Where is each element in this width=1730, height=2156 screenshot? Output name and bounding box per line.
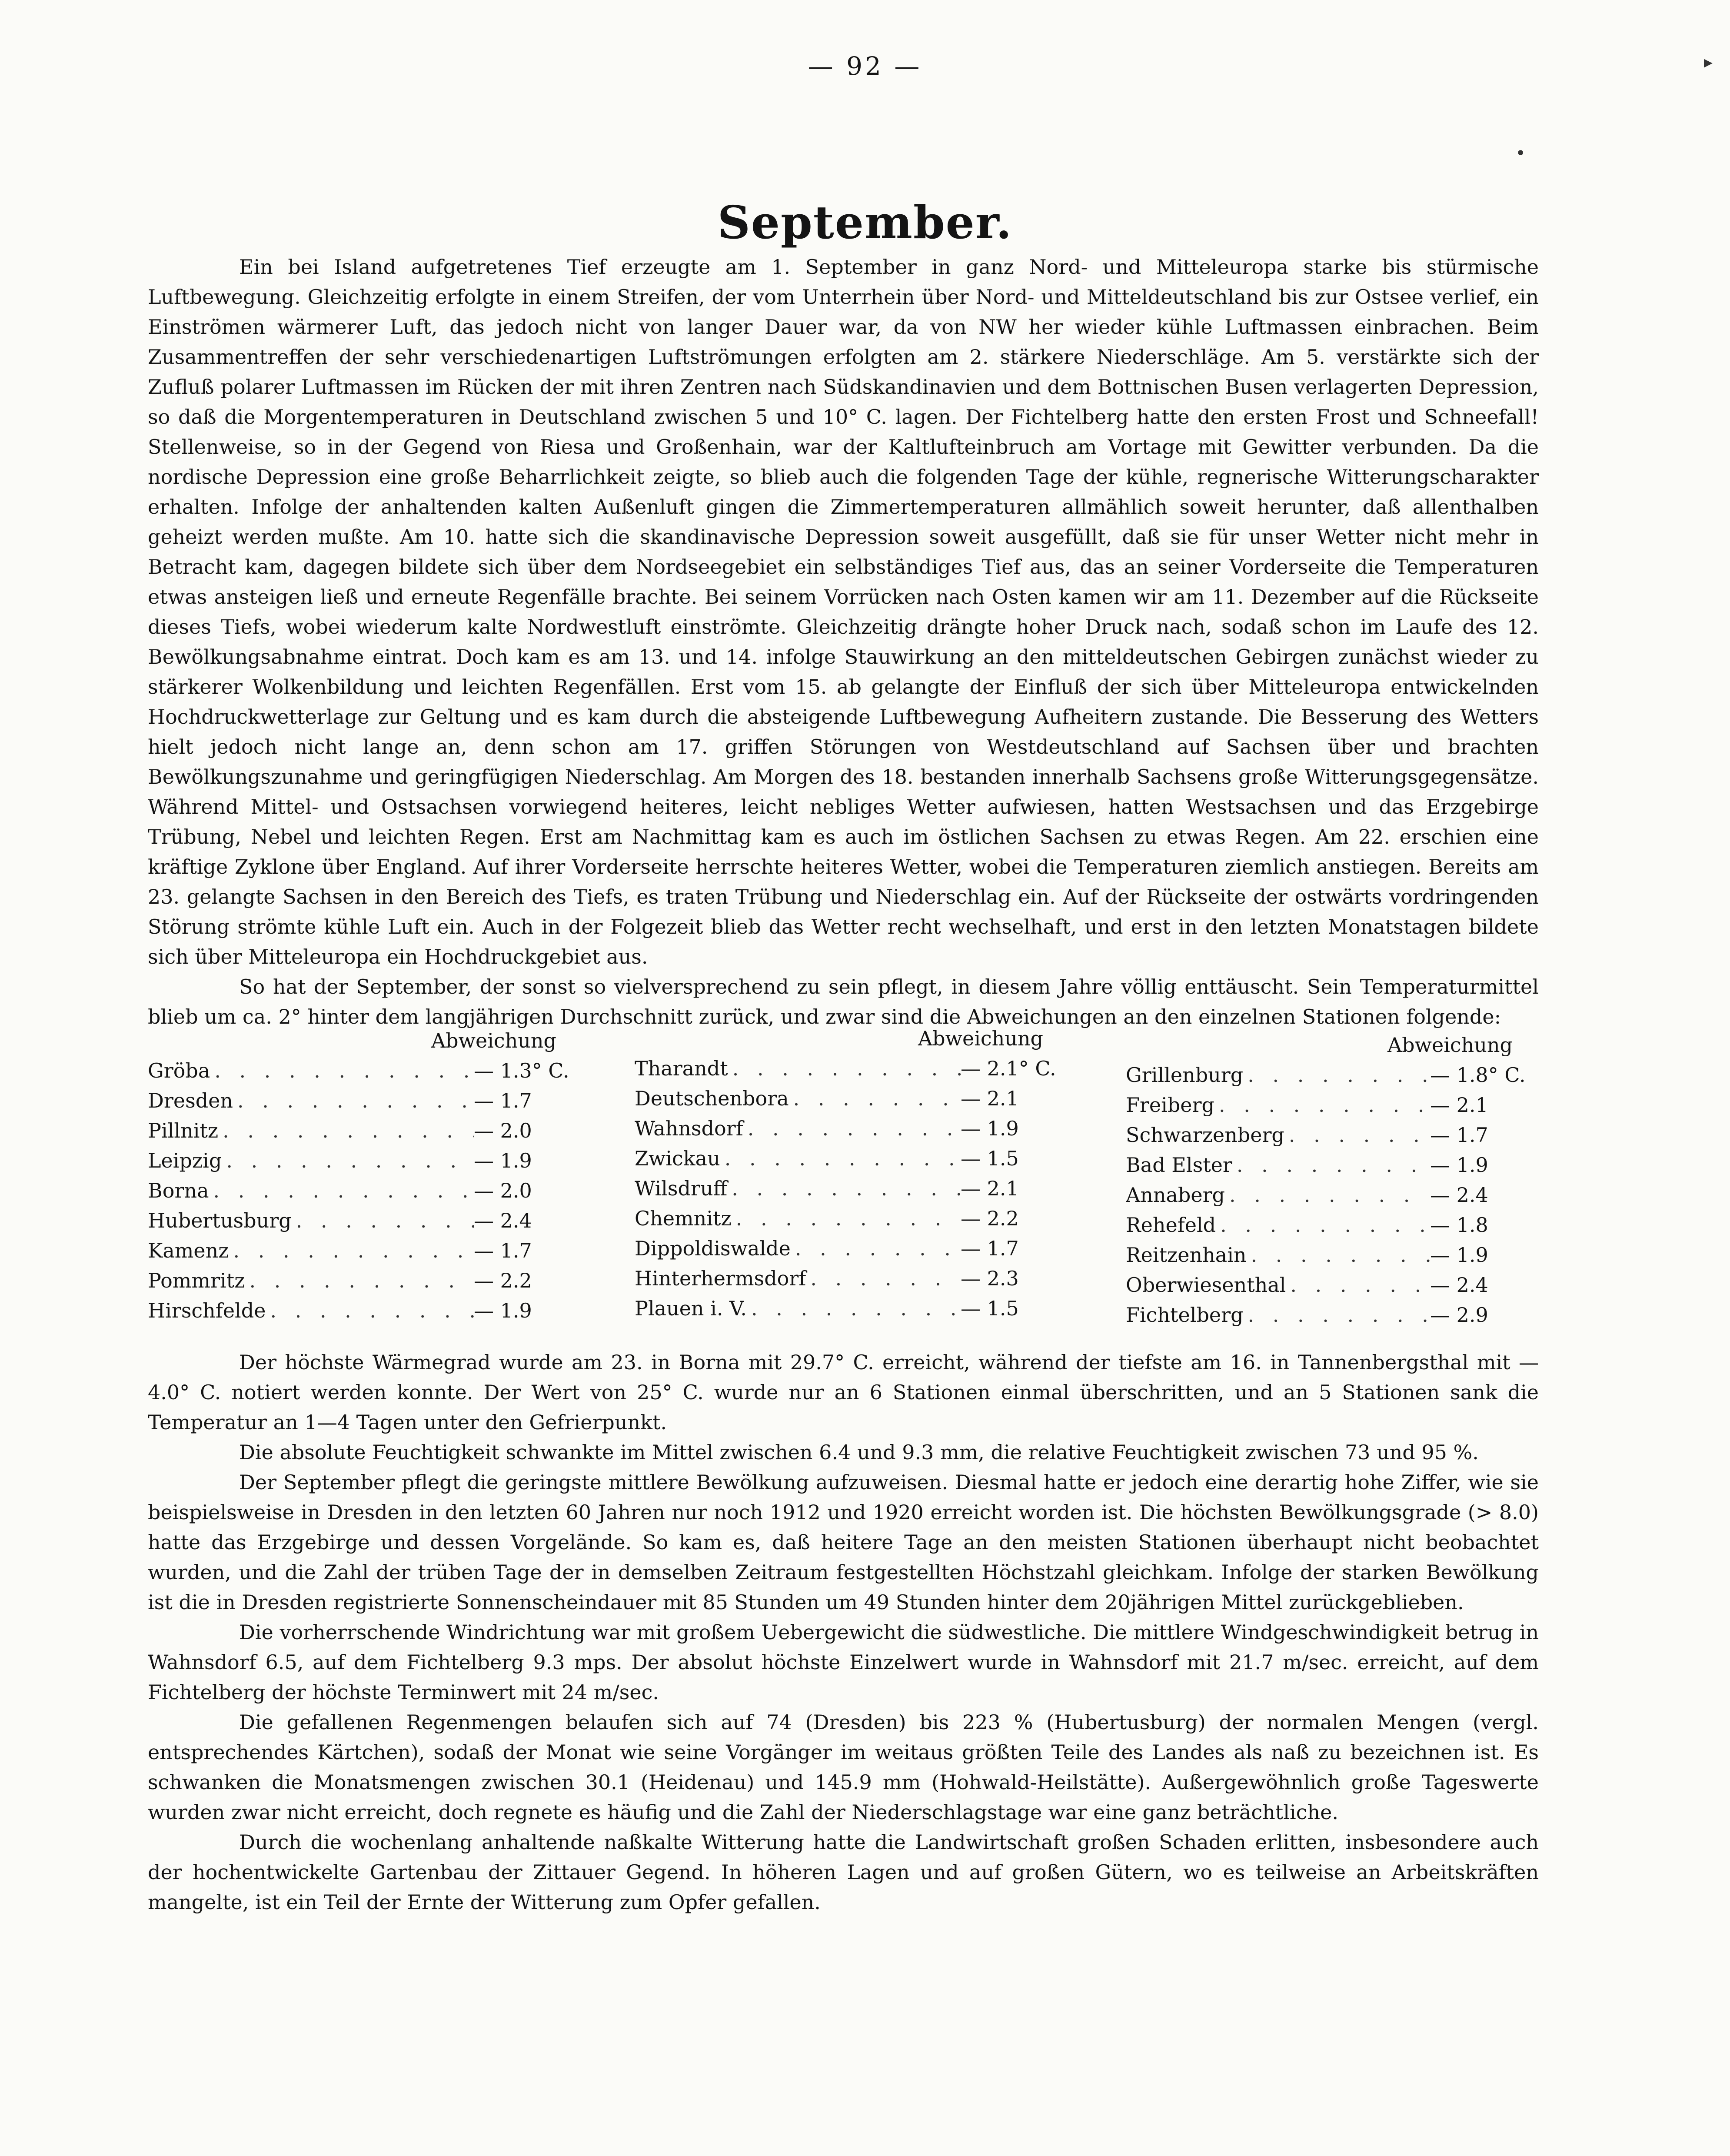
station-name: Wilsdruff [635,1177,728,1200]
leader-dots [1286,1270,1430,1300]
leader-dots [1244,1300,1430,1330]
deviation-row [148,1206,582,1236]
deviation-row [635,1204,1069,1234]
deviation-value: — 1.7 [474,1089,532,1112]
deviation-row [635,1084,1069,1114]
station-name: Annaberg [1126,1183,1225,1207]
deviation-row [1126,1240,1539,1270]
leader-dots [728,1054,961,1084]
paragraph: Der höchste Wärmegrad wurde am 23. in Borna mit 29.7° C. erreicht, während der tiefste am 16. in Tannenbergsthal mit — 4.0° C. notiert werden konnte. Der Wert von 25° C. wurde nur an 6 Stationen einmal überschritten, und an 5 Stationen sank die Temperatur an 1—4 Tagen unter den Gefrierpunkt. [148,1351,1539,1434]
paragraph: Ein bei Island aufgetretenes Tief erzeugte am 1. September in ganz Nord- und Mitteleuropa starke bis stürmische Luftbewegung. Gleichzeitig erfolgte in einem Streifen, der vom Unterrhein über Nord- und Mitteldeutschland bis zur Ostsee verlief, ein Einströmen wärmerer Luft, das jedoch nicht von langer Dauer war, da von NW her wieder kühle Luftmassen einbrachen. Beim Zusammentreffen der sehr verschiedenartigen Luftströmungen erfolgten am 2. stärkere Niederschläge. Am 5. verstärkte sich der Zufluß polarer Luftmassen im Rücken der mit ihren Zentren nach Südskandinavien und dem Bottnischen Busen verlagerten Depression, so daß die Morgentemperaturen in Deutschland zwischen 5 und 10° C. lagen. Der Fichtelberg hatte den ersten Frost und Schneefall! Stellenweise, so in der Gegend von Riesa und Großenhain, war der Kaltlufteinbruch am Vortage mit Gewitter verbunden. Da die nordische Depression eine große Beharrlichkeit zeigte, so blieb auch die folgenden Tage der kühle, regnerische Witterungscharakter erhalten. Infolge der anhaltenden kalten Außenluft gingen die Zimmertemperaturen allmählich soweit herunter, daß allenthalben geheizt werden mußte. Am 10. hatte sich die skandinavische Depression soweit ausgefüllt, daß sie für unser Wetter nicht mehr in Betracht kam, dagegen bildete sich über dem Nordseegebiet ein selbständiges Tief aus, das an seiner Vorderseite die Temperaturen etwas ansteigen ließ und erneute Regenfälle brachte. Bei seinem Vorrücken nach Osten kamen wir am 11. Dezember auf die Rückseite dieses Tiefs, wobei wiederum kalte Nordwestluft einströmte. Gleichzeitig drängte hoher Druck nach, sodaß schon im Laufe des 12. Bewölkungsabnahme eintrat. Doch kam es am 13. und 14. infolge Stauwirkung an den mitteldeutschen Gebirgen zunächst wieder zu stärkerer Wolkenbildung und leichten Regenfällen. Erst vom 15. ab gelangte der Einfluß der sich über Mitteleuropa entwickelnden Hochdruckwetterlage zur Geltung und es kam durch die absteigende Luftbewegung Aufheitern zustande. Die Besserung des Wetters hielt jedoch nicht lange an, denn schon am 17. griffen Störungen von Westdeutschland auf Sachsen über und brachten Bewölkungszunahme und geringfügigen Niederschlag. Am Morgen des 18. bestanden innerhalb Sachsens große Witterungsgegensätze. Während Mittel- und Ostsachsen vorwiegend heiteres, leicht nebliges Wetter aufwiesen, hatten Westsachsen und das Erzgebirge Trübung, Nebel und leichten Regen. Erst am Nachmittag kam es auch im östlichen Sachsen zu etwas Regen. Am 22. erschien eine kräftige Zyklone über England. Auf ihrer Vorderseite herrschte heiteres Wetter, wobei die Temperaturen ziemlich anstiegen. Bereits am 23. gelangte Sachsen in den Bereich des Tiefs, es traten Trübung und Niederschlag ein. Auf der Rückseite der ostwärts vordringenden Störung strömte kühle Luft ein. Auch in der Folgezeit blieb das Wetter recht wechselhaft, und erst in den letzten Monatstagen bildete sich über Mitteleuropa ein Hochdruckgebiet aus. [148,255,1539,968]
leader-dots [1243,1060,1430,1090]
leader-dots [789,1084,961,1114]
station-name: Hinterhermsdorf [635,1267,806,1290]
deviation-row [1126,1060,1539,1090]
deviation-value: — 2.4 [1430,1183,1488,1207]
deviation-value: — 2.1 [961,1087,1019,1110]
paragraph: Die absolute Feuchtigkeit schwankte im Mittel zwischen 6.4 und 9.3 mm, die relative Feuchtigkeit zwischen 73 und 95 %. [239,1441,1479,1464]
deviation-row [635,1114,1069,1144]
paragraph: Durch die wochenlang anhaltende naßkalte Witterung hatte die Landwirtschaft großen Schaden erlitten, insbesondere auch der hochentwickelte Gartenbau der Zittauer Gegend. In höheren Lagen und auf großen Gütern, wo es teilweise an Arbeitskräften mangelte, ist ein Teil der Ernte der Witterung zum Opfer gefallen. [148,1830,1539,1914]
deviation-value: — 1.8 [1430,1213,1488,1237]
station-name: Pillnitz [148,1119,219,1142]
deviation-row [635,1294,1069,1324]
deviation-row [635,1264,1069,1294]
deviation-value: — 1.7 [1430,1123,1488,1147]
deviation-value: — 1.5 [961,1147,1019,1170]
leader-dots [791,1234,961,1264]
deviation-row [148,1146,582,1176]
deviation-value: — 2.9 [1430,1303,1488,1327]
paragraph: So hat der September, der sonst so vielversprechend zu sein pflegt, in diesem Jahre völlig enttäuscht. Sein Temperaturmittel blieb um ca. 2° hinter dem langjährigen Durchschnitt zurück, und zwar sind die Abweichungen an den einzelnen Stationen folgende: [148,975,1539,1028]
deviation-value: — 2.4 [1430,1273,1488,1297]
station-name: Hirschfelde [148,1299,266,1322]
paragraph: Der September pflegt die geringste mittlere Bewölkung aufzuweisen. Diesmal hatte er jedoch eine derartig hohe Ziffer, wie sie beispielsweise in Dresden in den letzten 60 Jahren nur noch 1912 und 1920 erreicht worden ist. Die höchsten Bewölkungsgrade (> 8.0) hatte das Erzgebirge und dessen Vorgelände. So kam es, daß heitere Tage an den meisten Stationen überhaupt nicht beobachtet wurden, und die Zahl der trüben Tage der in demselben Zeitraum festgestellten Höchstzahl gleichkam. Infolge der starken Bewölkung ist die in Dresden registrierte Sonnenscheindauer mit 85 Stunden um 49 Stunden hinter dem 20jährigen Mittel zurückgeblieben. [148,1471,1539,1614]
station-name: Grillenburg [1126,1063,1244,1087]
page-number: — 92 — [808,51,922,81]
leader-dots [233,1086,474,1116]
deviation-value: — 1.7 [474,1239,532,1262]
deviation-value: — 2.1 [1430,1093,1488,1117]
margin-mark: ▸ [1703,52,1713,72]
station-name: Reitzenhain [1126,1243,1247,1267]
deviation-row [148,1236,582,1266]
deviation-row [148,1116,582,1146]
deviation-row [635,1144,1069,1174]
station-name: Dippoldiswalde [635,1237,791,1260]
deviation-value: — 1.7 [961,1237,1019,1260]
deviation-row [148,1266,582,1296]
station-name: Fichtelberg [1126,1303,1244,1327]
leader-dots [720,1144,961,1174]
station-name: Kamenz [148,1239,229,1262]
leader-dots [245,1266,474,1296]
deviation-row [1126,1090,1539,1120]
station-name: Oberwiesenthal [1126,1273,1286,1297]
closing-text [148,1348,1539,1917]
leader-dots [747,1294,961,1324]
paragraph: Die gefallenen Regenmengen belaufen sich auf 74 (Dresden) bis 223 % (Hubertusburg) der normalen Mengen (vergl. entsprechendes Kärtchen), sodaß der Monat wie seine Vorgänger im weitaus größten Teile des Landes als naß zu bezeichnen ist. Es schwanken die Monatsmengen zwischen 30.1 (Heidenau) und 145.9 mm (Hohwald-Heilstätte). Außergewöhnlich große Tageswerte wurden zwar nicht erreicht, doch regnete es häufig und die Zahl der Niederschlagstage war eine ganz beträchtliche. [148,1710,1539,1824]
deviation-value: — 2.0 [474,1119,532,1142]
leader-dots [266,1296,474,1326]
leader-dots [222,1146,474,1176]
deviation-value: — 1.9 [1430,1153,1488,1177]
station-name: Wahnsdorf [635,1117,743,1140]
deviation-column-2 [635,1024,1069,1324]
deviation-value: — 1.9 [961,1117,1019,1140]
deviation-row [148,1296,582,1326]
leader-dots [1247,1240,1430,1270]
deviation-value: — 2.3 [961,1267,1019,1290]
deviation-value: — 1.9 [474,1149,532,1172]
station-name: Dresden [148,1089,233,1112]
column-header: Abweichung [431,1029,556,1052]
station-name: Gröba [148,1059,210,1082]
station-name: Rehefeld [1126,1213,1216,1237]
station-name: Zwickau [635,1147,720,1170]
page-title: September. [717,196,1013,249]
deviation-column-1 [148,1026,582,1326]
leader-dots [743,1114,961,1144]
deviation-row [148,1056,582,1086]
leader-dots [1284,1120,1430,1150]
deviation-row [1126,1180,1539,1210]
leader-dots [1225,1180,1430,1210]
leader-dots [210,1056,474,1086]
margin-mark: • [1515,143,1526,163]
column-header: Abweichung [1387,1033,1513,1057]
leader-dots [209,1176,474,1206]
deviation-value: — 2.2 [474,1269,532,1292]
deviation-value: — 2.0 [474,1179,532,1202]
deviation-column-3 [1126,1030,1539,1330]
leader-dots [292,1206,474,1236]
leader-dots [1216,1210,1430,1240]
deviation-row [635,1174,1069,1204]
deviation-value: — 1.9 [474,1299,532,1322]
deviation-value: — 2.2 [961,1207,1019,1230]
deviation-value: — 1.3° C. [474,1059,569,1082]
leader-dots [229,1236,474,1266]
deviation-value: — 2.4 [474,1209,532,1232]
leader-dots [1214,1090,1430,1120]
leader-dots [727,1174,961,1204]
deviation-value: — 1.8° C. [1430,1063,1526,1087]
station-name: Chemnitz [635,1207,732,1230]
deviation-row [635,1234,1069,1264]
station-name: Pommritz [148,1269,245,1292]
deviation-row [1126,1210,1539,1240]
deviation-row [1126,1150,1539,1180]
station-name: Leipzig [148,1149,222,1172]
deviation-row [148,1086,582,1116]
leader-dots [1232,1150,1430,1180]
station-name: Hubertusburg [148,1209,292,1232]
station-name: Plauen i. V. [635,1297,747,1320]
deviation-row [148,1176,582,1206]
station-name: Freiberg [1126,1093,1214,1117]
paragraph: Die vorherrschende Windrichtung war mit großem Uebergewicht die südwestliche. Die mittlere Windgeschwindigkeit betrug in Wahnsdorf 6.5, auf dem Fichtelberg 9.3 mps. Der absolut höchste Einzelwert wurde in Wahnsdorf mit 21.7 m/sec. erreicht, auf dem Fichtelberg der höchste Terminwert mit 24 m/sec. [148,1620,1539,1704]
leader-dots [732,1204,961,1234]
leader-dots [806,1264,961,1294]
deviation-row [1126,1300,1539,1330]
station-name: Bad Elster [1126,1153,1232,1177]
deviation-row [635,1054,1069,1084]
intro-text [148,252,1539,1032]
deviation-row [1126,1120,1539,1150]
station-name: Tharandt [635,1057,728,1080]
leader-dots [218,1116,474,1146]
station-name: Deutschenbora [635,1087,789,1110]
station-name: Borna [148,1179,209,1202]
deviation-value: — 2.1° C. [961,1057,1056,1080]
deviation-row [1126,1270,1539,1300]
deviation-value: — 1.5 [961,1297,1019,1320]
station-name: Schwarzenberg [1126,1123,1284,1147]
deviation-value: — 2.1 [961,1177,1019,1200]
column-header: Abweichung [918,1027,1043,1050]
deviation-value: — 1.9 [1430,1243,1488,1267]
